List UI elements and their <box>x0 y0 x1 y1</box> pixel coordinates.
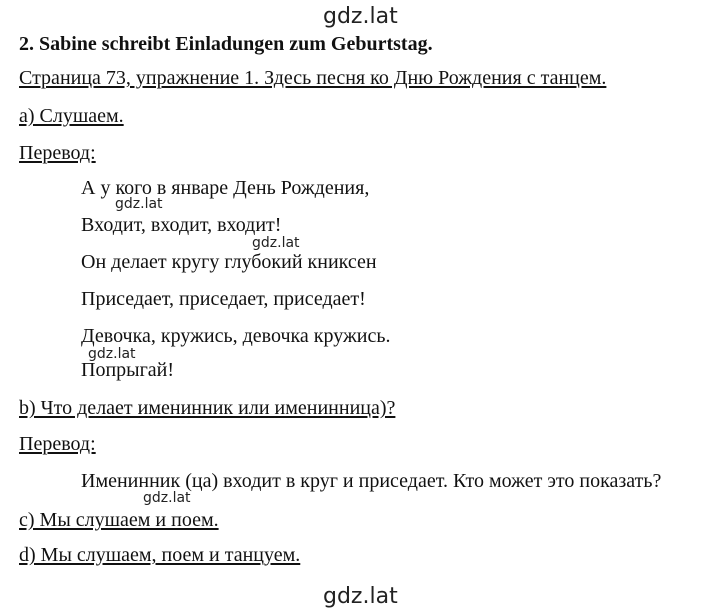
document-title: 2. Sabine schreibt Einladungen zum Geburtstag. <box>19 33 433 55</box>
part-b-heading: b) Что делает именинник или именинница)? <box>19 397 396 419</box>
exercise-line: Страница 73, упражнение 1. Здесь песня ко Дню Рождения с танцем. <box>19 67 607 89</box>
watermark-4: gdz.lat <box>143 490 191 506</box>
watermark-3: gdz.lat <box>88 346 136 362</box>
part-d-heading: d) Мы слушаем, поем и танцуем. <box>19 544 301 566</box>
part-a-translation-label: Перевод: <box>19 142 96 164</box>
part-b-text: Именинник (ца) входит в круг и приседает. Кто может это показать? <box>81 470 662 492</box>
watermark-top: gdz.lat <box>323 4 398 29</box>
poem-line-6: Попрыгай! <box>81 359 175 381</box>
part-b-translation-label: Перевод: <box>19 433 96 455</box>
poem-line-2: Входит, входит, входит! <box>81 214 282 236</box>
poem-line-4: Приседает, приседает, приседает! <box>81 288 366 310</box>
watermark-1: gdz.lat <box>115 196 163 212</box>
watermark-bottom: gdz.lat <box>323 584 398 609</box>
part-c-heading: c) Мы слушаем и поем. <box>19 509 219 531</box>
poem-line-3: Он делает кругу глубокий книксен <box>81 251 377 273</box>
watermark-2: gdz.lat <box>252 235 300 251</box>
part-a-heading: a) Слушаем. <box>19 105 124 127</box>
poem-line-5: Девочка, кружись, девочка кружись. <box>81 325 391 347</box>
poem-line-1: А у кого в январе День Рождения, <box>81 177 370 199</box>
